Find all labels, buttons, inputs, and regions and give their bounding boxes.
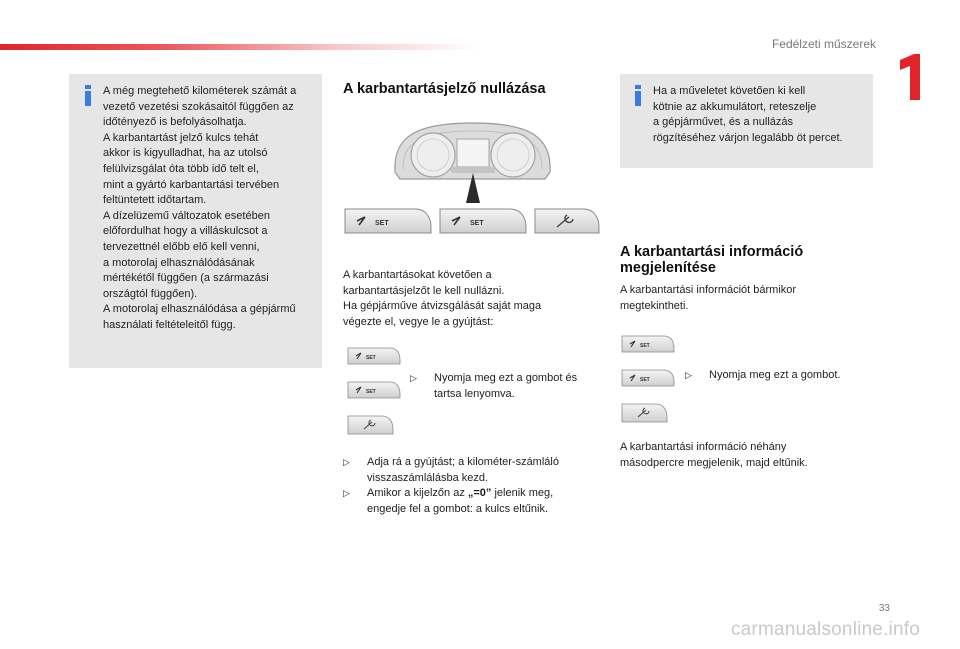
reset-step-3-line-2: engedje fel a gombot: a kulcs eltűnik. <box>367 502 549 515</box>
set-button-small-4 <box>620 367 676 389</box>
wrench-indicator-small <box>346 413 396 437</box>
display-outro-line: másodpercre megjelenik, majd eltűnik. <box>620 456 808 469</box>
info-left-line: mértékétől függően (a származási <box>103 272 269 285</box>
info-left-line: akkor is kigyulladhat, ha az utolsó <box>103 147 268 160</box>
reset-step-2 <box>343 455 603 486</box>
instrument-cluster-illustration <box>385 117 560 207</box>
set-button-small-1 <box>346 345 402 367</box>
info-left-line: a motorolaj elhasználódásának <box>103 256 255 269</box>
bullet-marker-icon: ▷ <box>343 488 350 498</box>
set-button-label: SET <box>366 389 376 395</box>
display-step-text: Nyomja meg ezt a gombot. <box>709 369 841 381</box>
info-left-line: A dízelüzemű változatok esetében <box>103 209 270 222</box>
set-button-label: SET <box>375 220 389 227</box>
page-number: 33 <box>878 603 890 614</box>
header-accent-bar <box>0 44 480 50</box>
bullet-marker-icon: ▷ <box>410 373 417 383</box>
reset-intro-line: karbantartásjelzőt le kell nullázni. <box>343 284 505 297</box>
wrench-indicator-illustration <box>533 205 601 237</box>
reset-intro-line: Ha gépjárműve átvizsgálását saját maga <box>343 300 542 313</box>
info-left-line: vezető vezetési szokásaitól függően az <box>103 100 294 113</box>
info-right-line: rögzítéséhez várjon legalább öt percet. <box>653 131 843 144</box>
set-button-pressed-illustration <box>438 205 528 237</box>
chapter-number-graphic <box>896 52 922 102</box>
info-left-line: A motorolaj elhasználódása a gépjármű <box>103 303 296 316</box>
info-left-line: időtényező is befolyásolhatja. <box>103 116 247 129</box>
chapter-title: Fedélzeti műszerek <box>771 37 876 51</box>
info-icon <box>82 85 94 106</box>
set-button-label: SET <box>640 377 650 383</box>
info-left-line: használati feltételeitől függ. <box>103 319 236 331</box>
info-icon <box>632 85 644 106</box>
reset-step-1-line-1: Nyomja meg ezt a gombot és <box>434 372 578 384</box>
info-right-line: Ha a műveletet követően ki kell <box>653 85 806 97</box>
section-title-display-line-1: A karbantartási információ <box>620 244 804 260</box>
section-title-display <box>620 244 803 276</box>
bullet-marker-icon: ▷ <box>685 370 692 380</box>
set-button-small-2 <box>346 379 402 401</box>
info-right-line: a gépjárművet, és a nullázás <box>653 116 794 129</box>
info-left-line: felülvizsgálat óta több idő telt el, <box>103 163 259 175</box>
set-button-label: SET <box>640 343 650 349</box>
reset-step-2-line-2: visszaszámlálásba kezd. <box>367 471 489 484</box>
reset-step-3-suffix: jelenik meg, <box>491 487 554 499</box>
section-title-display-line-2: megjelenítése <box>620 260 716 276</box>
display-intro-line: A karbantartási információt bármikor <box>620 284 797 296</box>
info-left-line: tervezettnél előbb elő kell venni, <box>103 241 260 253</box>
info-right-line: kötnie az akkumulátort, reteszelje <box>653 100 817 113</box>
info-left-line: mint a gyártó karbantartási tervében <box>103 178 280 191</box>
bullet-marker-icon: ▷ <box>343 457 350 467</box>
info-left-line: előfordulhat hogy a villáskulcsot a <box>103 225 268 238</box>
display-outro-line: A karbantartási információ néhány <box>620 441 787 453</box>
reset-step-1 <box>410 371 600 402</box>
reset-step-3-prefix: Amikor a kijelzőn az <box>367 487 468 499</box>
reset-step-2-line-1: Adja rá a gyújtást; a kilométer-számláló <box>367 456 559 468</box>
set-button-small-3 <box>620 333 676 355</box>
set-button-label: SET <box>470 220 484 227</box>
section-title-reset: A karbantartásjelző nullázása <box>343 81 546 97</box>
reset-intro-line: végezte el, vegye le a gyújtást: <box>343 315 494 328</box>
wrench-indicator-small-2 <box>620 401 670 425</box>
info-left-line: feltüntetett időtartam. <box>103 194 207 207</box>
set-button-illustration <box>343 205 433 237</box>
info-left-line: A karbantartást jelző kulcs tehát <box>103 131 259 144</box>
set-button-label: SET <box>366 355 376 361</box>
reset-step-3 <box>343 486 603 517</box>
watermark: carmanualsonline.info <box>730 619 920 640</box>
info-left-line: A még megtehető kilométerek számát a <box>103 85 297 97</box>
info-left-line: országtól függően). <box>103 287 198 300</box>
display-step <box>685 368 875 384</box>
reset-intro-line: A karbantartásokat követően a <box>343 269 492 281</box>
reset-step-3-bold: „=0” <box>467 487 492 499</box>
reset-step-1-line-2: tartsa lenyomva. <box>434 387 515 400</box>
display-intro-line: megtekintheti. <box>620 299 689 312</box>
